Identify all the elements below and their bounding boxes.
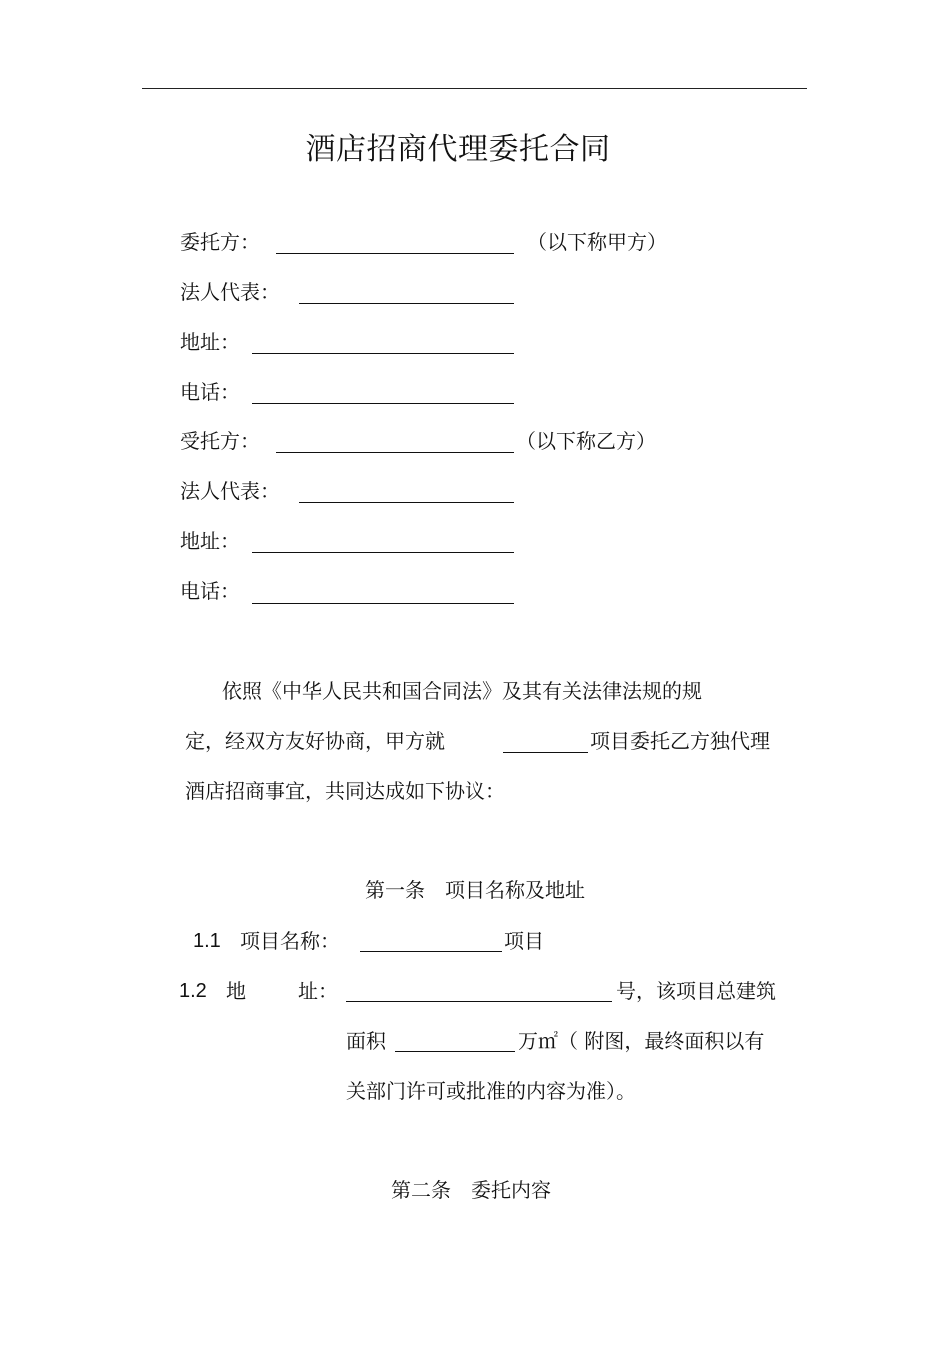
party-a-phone-blank[interactable]	[252, 403, 514, 404]
party-a-address-label: 地址：	[180, 330, 240, 354]
preamble-line-1: 依照《中华人民共和国合同法》及其有关法律法规的规	[222, 679, 702, 703]
party-a-address-blank[interactable]	[252, 353, 514, 354]
party-b-rep-blank[interactable]	[299, 502, 514, 503]
item-1-1-suffix: 项目	[504, 929, 544, 953]
preamble-line-2a: 定，经双方友好协商，甲方就	[185, 729, 445, 753]
party-b-address-label: 地址：	[180, 529, 240, 553]
project-name-blank[interactable]	[360, 951, 502, 952]
item-1-2-label-b: 址：	[298, 979, 338, 1003]
party-b-address-blank[interactable]	[252, 552, 514, 553]
item-1-1-label: 项目名称：	[240, 929, 340, 953]
party-a-rep-label: 法人代表：	[180, 280, 280, 304]
item-1-2-label-a: 地	[226, 979, 246, 1003]
area-suffix: 万㎡（ 附图，最终面积以有	[518, 1029, 765, 1053]
party-b-phone-blank[interactable]	[252, 603, 514, 604]
preamble-line-2b: 项目委托乙方独代理	[590, 729, 770, 753]
article-2-heading: 第二条 委托内容	[391, 1178, 551, 1202]
item-1-2-number: 1.2	[179, 980, 207, 1002]
party-b-label: 受托方：	[180, 429, 260, 453]
party-b-alias: （以下称乙方）	[516, 429, 656, 453]
area-line-3: 关部门许可或批准的内容为准）。	[346, 1079, 636, 1103]
party-a-name-blank[interactable]	[276, 253, 514, 254]
party-a-rep-blank[interactable]	[299, 303, 514, 304]
party-b-name-blank[interactable]	[276, 452, 514, 453]
party-a-alias: （以下称甲方）	[527, 230, 667, 254]
item-1-2-suffix: 号，该项目总建筑	[616, 979, 776, 1003]
area-blank[interactable]	[395, 1051, 515, 1052]
party-b-phone-label: 电话：	[180, 579, 240, 603]
party-a-label: 委托方：	[180, 230, 260, 254]
project-address-blank[interactable]	[346, 1001, 612, 1002]
party-b-rep-label: 法人代表：	[180, 479, 280, 503]
item-1-1-number: 1.1	[193, 930, 221, 952]
area-prefix: 面积	[346, 1029, 386, 1053]
preamble-line-3: 酒店招商事宜，共同达成如下协议：	[185, 779, 505, 803]
party-a-phone-label: 电话：	[180, 380, 240, 404]
project-blank[interactable]	[503, 752, 588, 753]
contract-title: 酒店招商代理委托合同	[305, 132, 611, 167]
article-1-heading: 第一条 项目名称及地址	[365, 878, 585, 902]
header-rule	[142, 88, 807, 89]
